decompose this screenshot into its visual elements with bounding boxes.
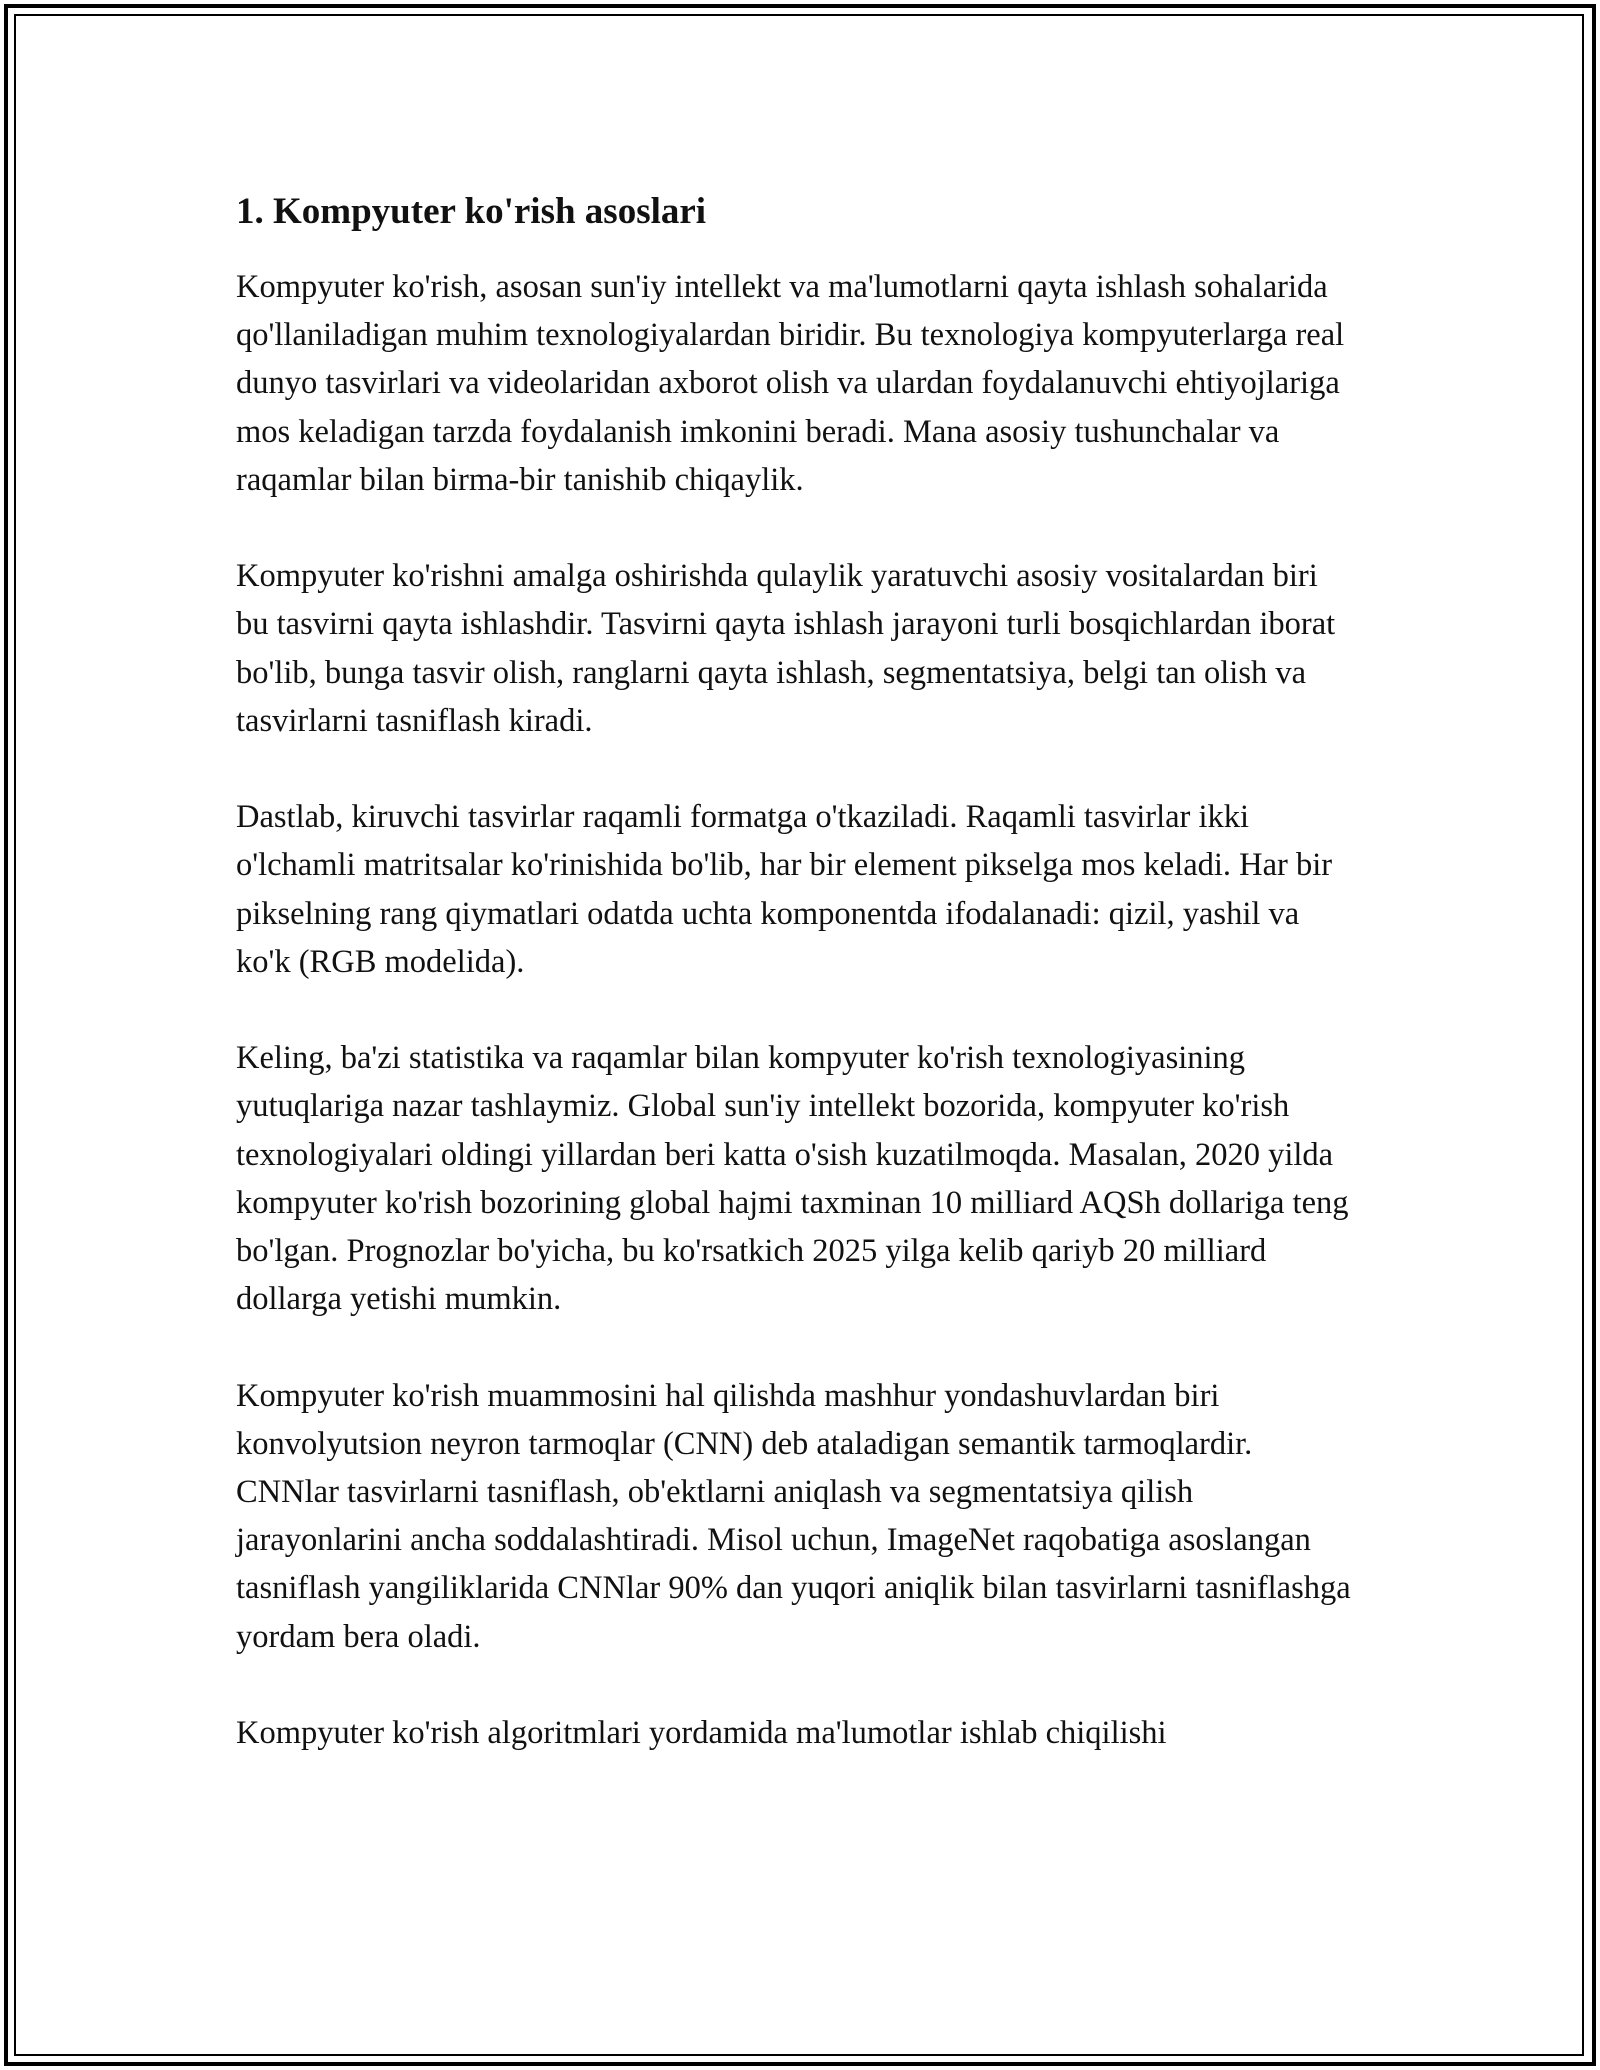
section-heading: 1. Kompyuter ko'rish asoslari xyxy=(236,191,707,232)
paragraph-intro: Kompyuter ko'rish, asosan sun'iy intellekt va ma'lumotlarni qayta ishlash sohalarida qo'llaniladigan muhim texnologiyalardan biridir. Bu texnologiya kompyuterlarga real dunyo tasvirlari va videolaridan axborot olish va ulardan foydalanuvchi ehtiyojlariga mos keladigan tarzda foydalanish imkonini beradi. Mana asosiy tushunchalar va raqamlar bilan birma-bir tanishib chiqaylik. xyxy=(236,269,1345,498)
paragraph-digital-images: Dastlab, kiruvchi tasvirlar raqamli formatga o'tkaziladi. Raqamli tasvirlar ikki o'lchamli matritsalar ko'rinishida bo'lib, har bir element pikselga mos keladi. Har bir pikselning rang qiymatlari odatda uchta komponentda ifodalanadi: qizil, yashil va ko'k (RGB modelida). xyxy=(236,799,1333,980)
paragraph-image-processing: Kompyuter ko'rishni amalga oshirishda qulaylik yaratuvchi asosiy vositalardan biri bu tasvirni qayta ishlashdir. Tasvirni qayta ishlash jarayoni turli bosqichlardan iborat bo'lib, bunga tasvir olish, ranglarni qayta ishlash, segmentatsiya, belgi tan olish va tasvirlarni tasniflash kiradi. xyxy=(236,558,1336,739)
paragraph-algorithms: Kompyuter ko'rish algoritmlari yordamida ma'lumotlar ishlab chiqilishi xyxy=(236,1715,1167,1752)
paragraph-cnn: Kompyuter ko'rish muammosini hal qilishda mashhur yondashuvlardan biri konvolyutsion neyron tarmoqlar (CNN) deb ataladigan semantik tarmoqlardir. CNNlar tasvirlarni tasniflash, ob'ektlarni aniqlash va segmentatsiya qilish jarayonlarini ancha soddalashtiradi. Misol uchun, ImageNet raqobatiga asoslangan tasniflash yangiliklarida CNNlar 90% dan yuqori aniqlik bilan tasvirlarni tasniflashga yordam bera oladi. xyxy=(236,1377,1351,1655)
document-body xyxy=(236,188,1356,1805)
paragraph-statistics: Keling, ba'zi statistika va raqamlar bilan kompyuter ko'rish texnologiyasining yutuqlariga nazar tashlaymiz. Global sun'iy intellekt bozorida, kompyuter ko'rish texnologiyalari oldingi yillardan beri katta o'sish kuzatilmoqda. Masalan, 2020 yilda kompyuter ko'rish bozorining global hajmi taxminan 10 milliard AQSh dollariga teng bo'lgan. Prognozlar bo'yicha, bu ko'rsatkich 2025 yilga kelib qariyb 20 milliard dollarga yetishi mumkin. xyxy=(236,1040,1349,1318)
